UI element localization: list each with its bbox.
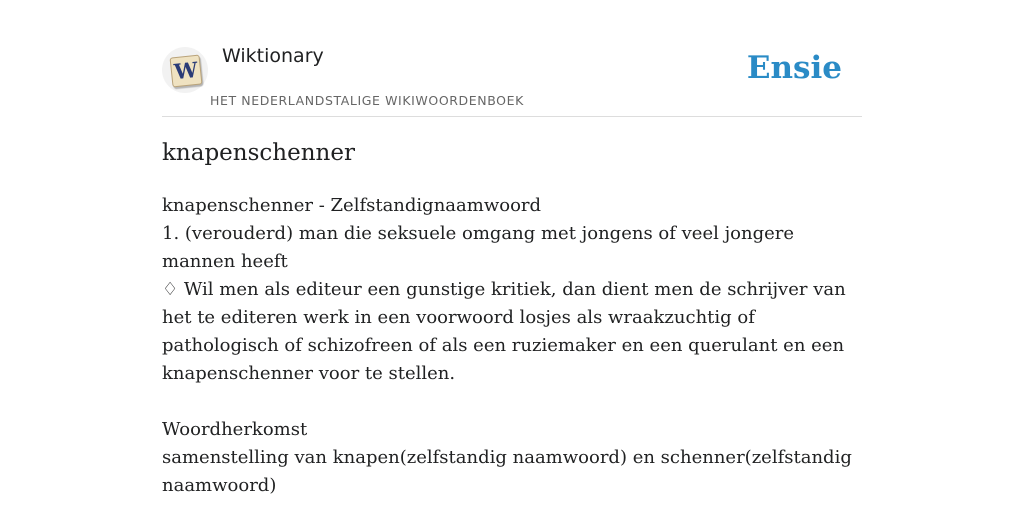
etymology-heading: Woordherkomst — [162, 419, 308, 440]
site-tagline: HET NEDERLANDSTALIGE WIKIWOORDENBOEK — [210, 93, 524, 108]
part-of-speech-line: knapenschenner - Zelfstandignaamwoord — [162, 195, 542, 216]
wiktionary-logo-icon[interactable] — [162, 47, 208, 93]
usage-example: ♢ Wil men als editeur een gunstige kritiek, dan dient men de schrijver van het te editeren werk in een voorwoord losjes als wraakzuchtig of pathologisch of schizofreen of als een ruziemaker en een querulant en een knapenschenner voor te stellen. — [162, 279, 846, 384]
page-title: knapenschenner — [162, 140, 355, 166]
spacer — [162, 388, 862, 416]
definition: 1. (verouderd) man die seksuele omgang met jongens of veel jongere mannen heeft — [162, 223, 795, 272]
logo-letter: W — [170, 55, 203, 88]
entry-content — [162, 192, 862, 500]
ensie-logo[interactable]: Ensie — [746, 50, 842, 86]
etymology-text: samenstelling van knapen(zelfstandig naamwoord) en schenner(zelfstandig naamwoord) — [162, 447, 852, 496]
site-header — [162, 0, 862, 117]
site-name[interactable]: Wiktionary — [222, 45, 324, 67]
